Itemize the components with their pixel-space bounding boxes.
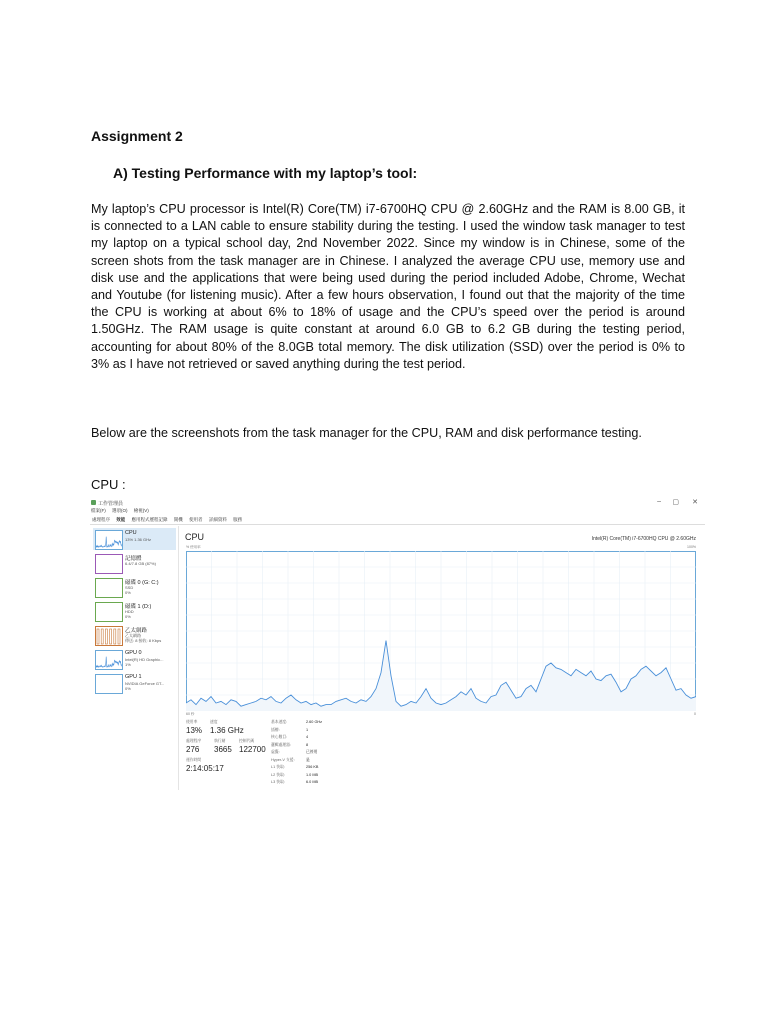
sidebar-item-disk-0[interactable] (93, 576, 176, 598)
task-manager-screenshot (90, 496, 705, 790)
section-heading: A) Testing Performance with my laptop’s tool: (113, 165, 418, 181)
utilization-value: 13% (186, 726, 203, 735)
sidebar-item-detail: 傳送: 8 接收: 8 Kbps (125, 638, 162, 643)
cpu-info-key: L3 快取: (271, 780, 285, 784)
cpu-info-value: 6.0 MB (306, 780, 319, 784)
gpu1-thumbnail-graph (95, 674, 123, 694)
memory-thumbnail-graph (95, 554, 123, 574)
cpu-info-value: 1.0 MB (306, 772, 319, 777)
sidebar-item-detail: 乙太網路 (125, 633, 141, 638)
minimize-button[interactable]: – (657, 498, 661, 505)
cpu-section-label: CPU : (91, 477, 126, 492)
sidebar-item-label: 磁碟 1 (D:) (125, 604, 152, 610)
cpu-panel-title: CPU (185, 532, 205, 542)
sidebar-item-gpu-0[interactable] (93, 648, 176, 670)
menu-bar (91, 508, 154, 514)
menu-options[interactable]: 選項(O) (112, 508, 128, 513)
gpu0-thumbnail-graph (95, 650, 123, 670)
handles-label: 控制代碼 (239, 739, 255, 743)
task-manager-title: 工作管理員 (98, 501, 124, 507)
processes-value: 276 (186, 745, 200, 754)
assignment-title: Assignment 2 (91, 128, 183, 144)
performance-sidebar (90, 526, 179, 790)
utilization-label: 使用率 (186, 720, 198, 724)
menu-view[interactable]: 檢視(V) (133, 508, 149, 513)
ethernet-activity-bar (105, 629, 107, 644)
sidebar-item-label: 乙太網路 (125, 628, 148, 634)
sidebar-item-detail: 6.4/7.8 GB (87%) (125, 561, 156, 566)
sidebar-item-detail: 0% (125, 614, 131, 619)
cpu-info-value: 8 (306, 742, 309, 747)
mini-usage-line (96, 537, 122, 548)
cpu-info-key: Hyper-V 支援: (271, 757, 295, 762)
sidebar-item-detail: 13% 1.36 GHz (125, 537, 152, 542)
cpu-info-value: 2.60 GHz (306, 720, 323, 724)
tab-processes[interactable]: 處理程序 (92, 517, 110, 522)
sidebar-item-detail: HDD (125, 609, 134, 614)
cpu-info-key: L1 快取: (271, 765, 285, 769)
cpu-info-key: 插槽: (271, 727, 280, 732)
close-button[interactable]: ✕ (692, 499, 698, 506)
uptime-value: 2:14:05:17 (186, 764, 224, 773)
sidebar-item-label: CPU (125, 530, 137, 536)
ethernet-activity-bar (118, 629, 120, 644)
body-paragraph-2: Below are the screenshots from the task manager for the CPU, RAM and disk performance testing. (91, 426, 642, 440)
ethernet-activity-bar (114, 629, 116, 644)
ethernet-thumbnail-graph (95, 626, 123, 646)
cpu-info-value: 256 KB (306, 765, 319, 769)
cpu-info-value: 已停用 (306, 750, 318, 754)
tab-bar (90, 515, 705, 525)
sidebar-item-gpu-1[interactable] (93, 672, 176, 694)
threads-value: 3665 (214, 745, 232, 754)
graph-x-right: 0 (694, 712, 696, 716)
speed-label: 速度 (210, 720, 218, 724)
cpu-info-key: L2 快取: (271, 772, 285, 777)
sidebar-item-disk-1[interactable] (93, 600, 176, 622)
cpu-info-value: 1 (306, 727, 309, 732)
ethernet-activity-bar (97, 629, 99, 644)
tab-app-history[interactable]: 應用程式歷程記錄 (131, 517, 168, 522)
cpu-info-key: 邏輯處理器: (271, 742, 292, 747)
cpu-info-key: 基本速度: (271, 720, 288, 724)
task-manager-icon (91, 500, 96, 505)
cpu-info-value: 4 (306, 735, 309, 739)
task-manager-titlebar (90, 496, 705, 507)
maximize-button[interactable]: ▢ (672, 499, 679, 506)
sidebar-item-label: 記憶體 (125, 556, 142, 562)
sidebar-item-label: GPU 0 (125, 650, 142, 656)
ethernet-activity-bar (101, 629, 103, 644)
sidebar-item-detail: Intel(R) HD Graphic... (125, 657, 164, 662)
cpu-thumbnail-graph (95, 530, 123, 550)
menu-file[interactable]: 檔案(F) (91, 508, 106, 513)
sidebar-item-memory[interactable] (93, 552, 176, 574)
sidebar-item-label: 磁碟 0 (G: C:) (125, 580, 159, 586)
sidebar-item-detail: 1% (125, 662, 131, 667)
mini-usage-line (96, 657, 122, 668)
processes-label: 處理程序 (186, 739, 202, 743)
disk1-thumbnail-graph (95, 602, 123, 622)
sidebar-item-detail: 0% (125, 590, 131, 595)
tab-startup[interactable]: 開機 (173, 517, 183, 522)
graph-y-max: 100% (687, 545, 696, 549)
threads-label: 執行緒 (214, 739, 226, 743)
speed-value: 1.36 GHz (210, 726, 244, 735)
sidebar-item-ethernet[interactable] (93, 624, 176, 646)
graph-x-left: 60 秒 (186, 712, 195, 716)
tab-details[interactable]: 詳細資料 (208, 517, 227, 522)
cpu-info-key: 核心數目: (271, 735, 288, 739)
disk0-thumbnail-graph (95, 578, 123, 598)
processor-name: Intel(R) Core(TM) i7-6700HQ CPU @ 2.60GHz (591, 536, 696, 542)
graph-y-label: % 使用率 (186, 545, 201, 549)
cpu-info-key: 虛擬: (271, 750, 280, 754)
sidebar-item-detail: NVIDIA GeForce GT... (125, 681, 165, 686)
tab-users[interactable]: 使用者 (189, 517, 203, 522)
ethernet-activity-bar (110, 629, 112, 644)
tab-services[interactable]: 服務 (233, 517, 243, 522)
tab-performance[interactable]: 效能 (116, 517, 126, 522)
body-paragraph-1: My laptop’s CPU processor is Intel(R) Core(TM) i7-6700HQ CPU @ 2.60GHz and the RAM is 8.00 GB, it is connected to a LAN cable to ensure stability during the testing. I used the window task manager to test my laptop on a typical school day, 2nd November 2022. Since my window is in Chinese, some of the screen shots from the task manager are in Chinese. I analyzed the average CPU use, memory use and disk use and the applications that were being used during the period included Adobe, Chrome, Wechat and Youtube (for listening music). After a few hours observation, I found out that the majority of the time the CPU is working at about 6% to 18% of usage and the CPU’s speed over the period is around 1.50GHz. The RAM usage is quite constant at around 6.0 GB to 6.2 GB during the testing period, accounting for about 80% of the 8.0GB total memory. The disk utilization (SSD) over the period is 0% to 3% as I have not retrieved or saved anything during the test period. (91, 202, 685, 371)
handles-value: 122700 (239, 745, 266, 754)
uptime-label: 運作時間 (186, 758, 202, 762)
sidebar-item-cpu[interactable] (93, 528, 176, 550)
cpu-info-value: 是 (306, 757, 310, 762)
sidebar-item-detail: 0% (125, 686, 131, 691)
cpu-usage-graph (186, 551, 696, 711)
sidebar-item-detail: SSD (125, 585, 134, 590)
sidebar-item-label: GPU 1 (125, 674, 142, 680)
